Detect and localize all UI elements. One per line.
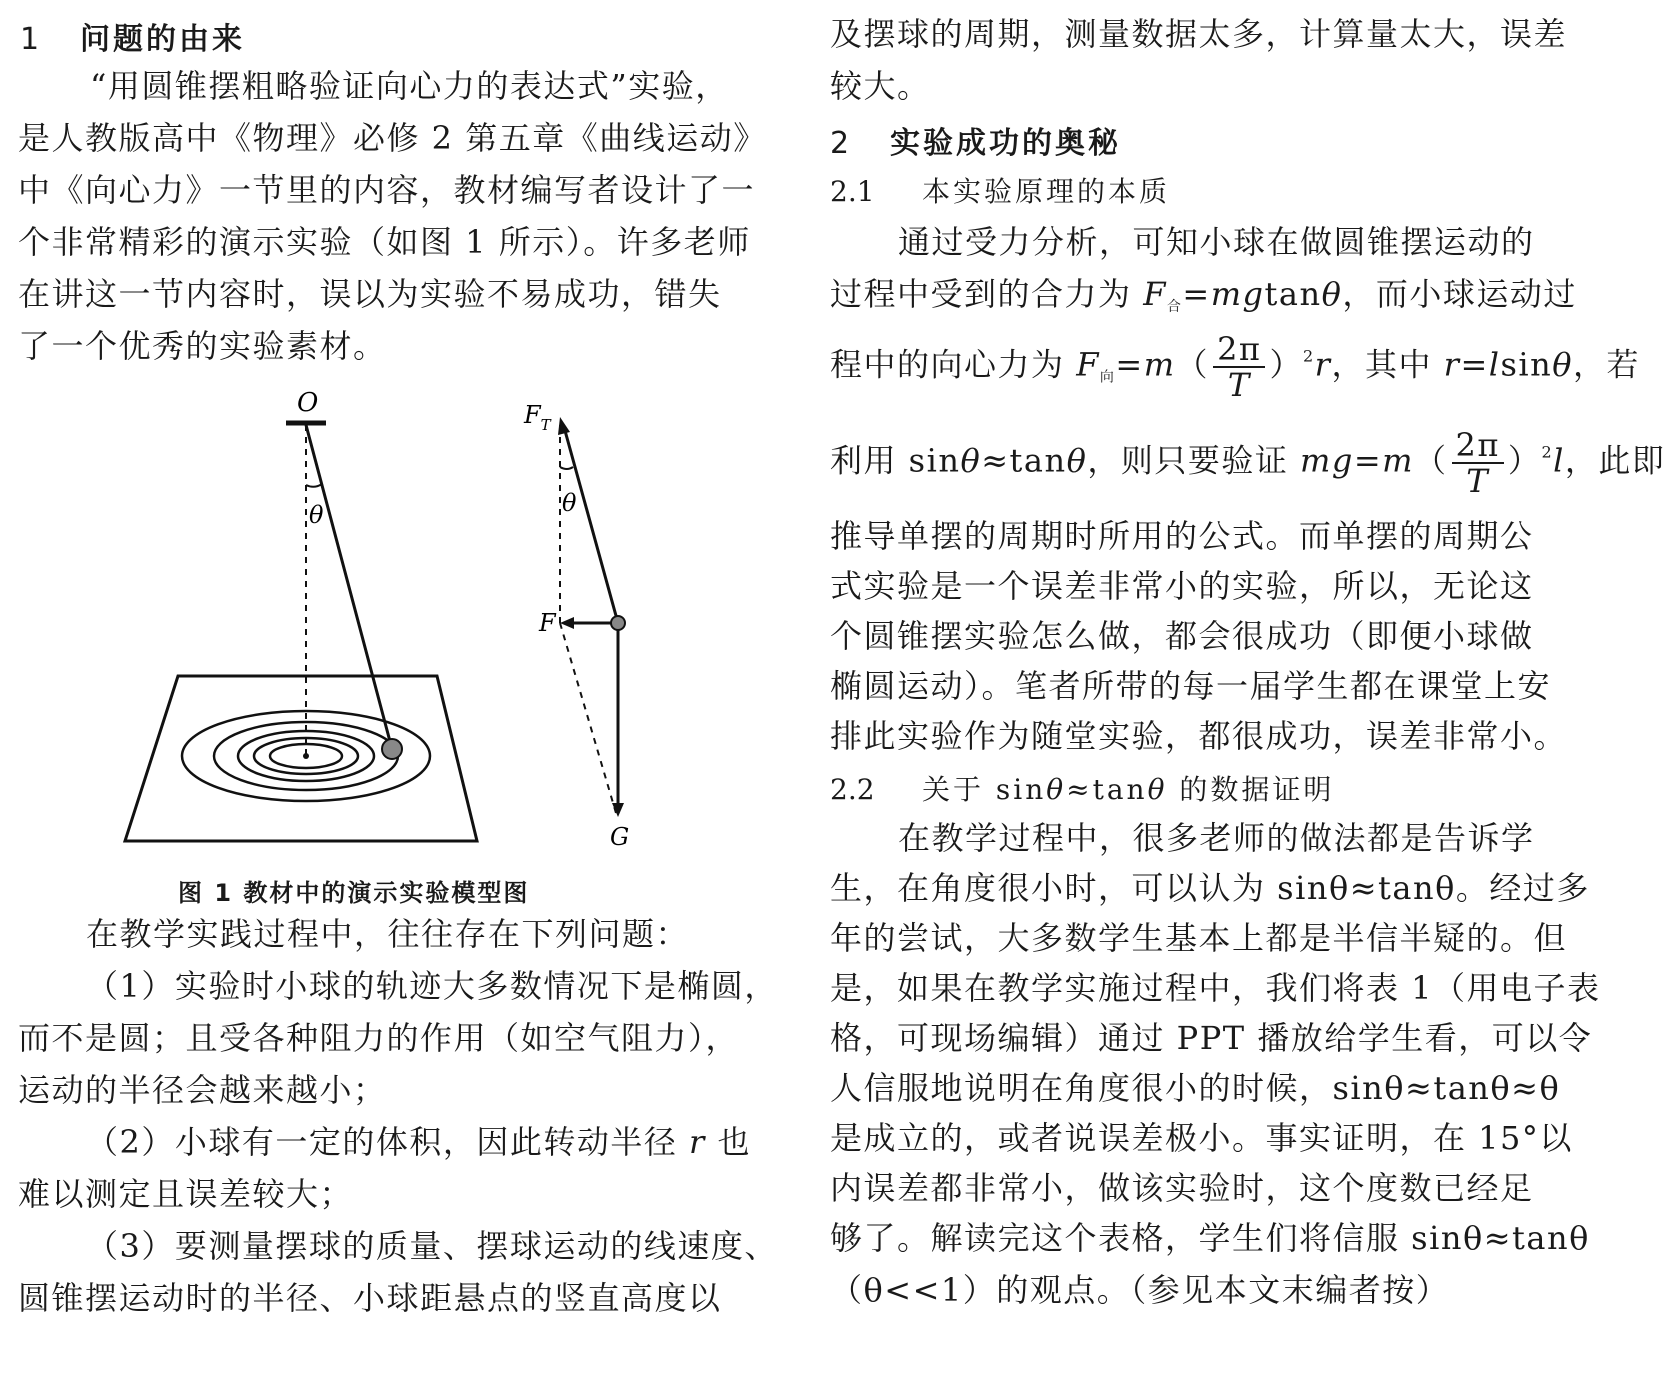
paragraph-line: 了一个优秀的实验素材。 <box>18 327 387 365</box>
angle-arc-2 <box>560 467 573 469</box>
section-title: 问题的由来 <box>80 22 245 57</box>
paragraph-line: 人信服地说明在角度很小的时候，sinθ≈tanθ≈θ <box>830 1069 1561 1107</box>
paragraph-line: 个圆锥摆实验怎么做，都会很成功（即便小球做 <box>830 617 1534 655</box>
pendulum-string <box>306 425 392 749</box>
subsection-2-1-heading: 2.1 本实验原理的本质 <box>830 175 1171 208</box>
gravity-arrowhead <box>612 803 624 817</box>
paragraph-line: 是成立的，或者说误差极小。事实证明，在 15°以 <box>830 1119 1573 1157</box>
fraction: $\frac{2\pi}{T}$ <box>1213 332 1265 402</box>
formula-line: 程中的向心力为 $F_向=m$（ $\frac{2\pi}{T}$ ）$^2$r，其中 r=lsinθ，若 <box>830 330 1641 404</box>
paragraph-line: （1）实验时小球的轨迹大多数情况下是椭圆， <box>86 967 778 1005</box>
figure-caption: 图 1 教材中的演示实验模型图 <box>178 879 530 907</box>
paragraph-line: 个非常精彩的演示实验（如图 1 所示）。许多老师 <box>18 223 751 261</box>
formula-line: 过程中受到的合力为 $F_合=mgtan\theta$，而小球运动过 <box>830 275 1577 315</box>
paragraph-line: 是，如果在教学实施过程中，我们将表 1（用电子表 <box>830 969 1601 1007</box>
section-2-heading <box>830 118 1121 162</box>
paragraph-line: 较大。 <box>830 67 931 105</box>
paragraph-line: 内误差都非常小，做该实验时，这个度数已经足 <box>830 1169 1534 1207</box>
section-title: 实验成功的奥秘 <box>890 126 1121 161</box>
paragraph-line: （θ<<1）的观点。（参见本文末编者按） <box>830 1271 1450 1309</box>
section-number: 2 <box>830 126 853 161</box>
paragraph-line: 格，可现场编辑）通过 PPT 播放给学生看，可以令 <box>830 1019 1593 1057</box>
paragraph-line: 在教学过程中，很多老师的做法都是告诉学 <box>898 819 1535 857</box>
paragraph-line: 在讲这一节内容时，误以为实验不易成功，错失 <box>18 275 722 313</box>
label-O: O <box>297 388 319 418</box>
subsection-2-2-heading: 2.2 关于 sinθ≈tanθ 的数据证明 <box>830 773 1335 806</box>
paragraph-line: 运动的半径会越来越小； <box>18 1071 387 1109</box>
table-plane <box>125 676 477 841</box>
label-theta: θ <box>309 501 324 529</box>
paragraph-line: 通过受力分析，可知小球在做圆锥摆运动的 <box>898 223 1535 261</box>
paragraph-line: 在教学实践过程中，往往存在下列问题： <box>86 915 690 953</box>
paragraph-line: 圆锥摆运动时的半径、小球距悬点的竖直高度以 <box>18 1279 722 1317</box>
paragraph-line: 及摆球的周期，测量数据太多，计算量太大，误差 <box>830 15 1568 53</box>
label-F: F <box>539 609 556 637</box>
angle-arc <box>306 484 322 487</box>
tension-arrowhead <box>558 417 570 435</box>
paragraph-line: 而不是圆；且受各种阻力的作用（如空气阻力）， <box>18 1019 740 1057</box>
paragraph-line: 是人教版高中《物理》必修 2 第五章《曲线运动》 <box>18 119 767 157</box>
paragraph-line: 椭圆运动）。笔者所带的每一届学生都在课堂上安 <box>830 667 1552 705</box>
paragraph-line: （3）要测量摆球的质量、摆球运动的线速度、 <box>86 1227 778 1265</box>
section-number: 1 <box>20 22 43 57</box>
fraction: $\frac{2\pi}{T}$ <box>1452 428 1504 498</box>
center-point <box>303 753 309 759</box>
diagonal-dashed-line <box>560 623 616 813</box>
paragraph-line: 生，在角度很小时，可以认为 sinθ≈tanθ。经过多 <box>830 869 1590 907</box>
paragraph-line: 难以测定且误差较大； <box>18 1175 354 1213</box>
section-1-heading <box>20 14 245 58</box>
paragraph-line: “用圆锥摆粗略验证向心力的表达式”实验， <box>90 67 729 105</box>
label-FT: $F_T$ <box>524 401 551 434</box>
paragraph-line: 排此实验作为随堂实验，都很成功，误差非常小。 <box>830 717 1568 755</box>
label-theta-2: θ <box>562 489 577 517</box>
figure-1-diagram <box>100 385 700 885</box>
paragraph-line: 式实验是一个误差非常小的实验，所以，无论这 <box>830 567 1534 605</box>
paragraph-line: 推导单摆的周期时所用的公式。而单摆的周期公 <box>830 517 1534 555</box>
pendulum-ball <box>382 739 402 759</box>
tension-vector <box>564 427 618 623</box>
label-G: G <box>610 823 630 851</box>
paragraph-line: 中《向心力》一节里的内容，教材编写者设计了一 <box>18 171 756 209</box>
formula-line: 利用 sinθ≈tanθ，则只要验证 mg=m（ $\frac{2\pi}{T}$ ）$^2$l，此即 <box>830 426 1665 500</box>
paragraph-line: （2）小球有一定的体积，因此转动半径 r 也 <box>86 1123 752 1161</box>
force-ball <box>611 616 625 630</box>
paragraph-line: 年的尝试，大多数学生基本上都是半信半疑的。但 <box>830 919 1568 957</box>
paragraph-line: 够了。解读完这个表格，学生们将信服 sinθ≈tanθ <box>830 1219 1590 1257</box>
